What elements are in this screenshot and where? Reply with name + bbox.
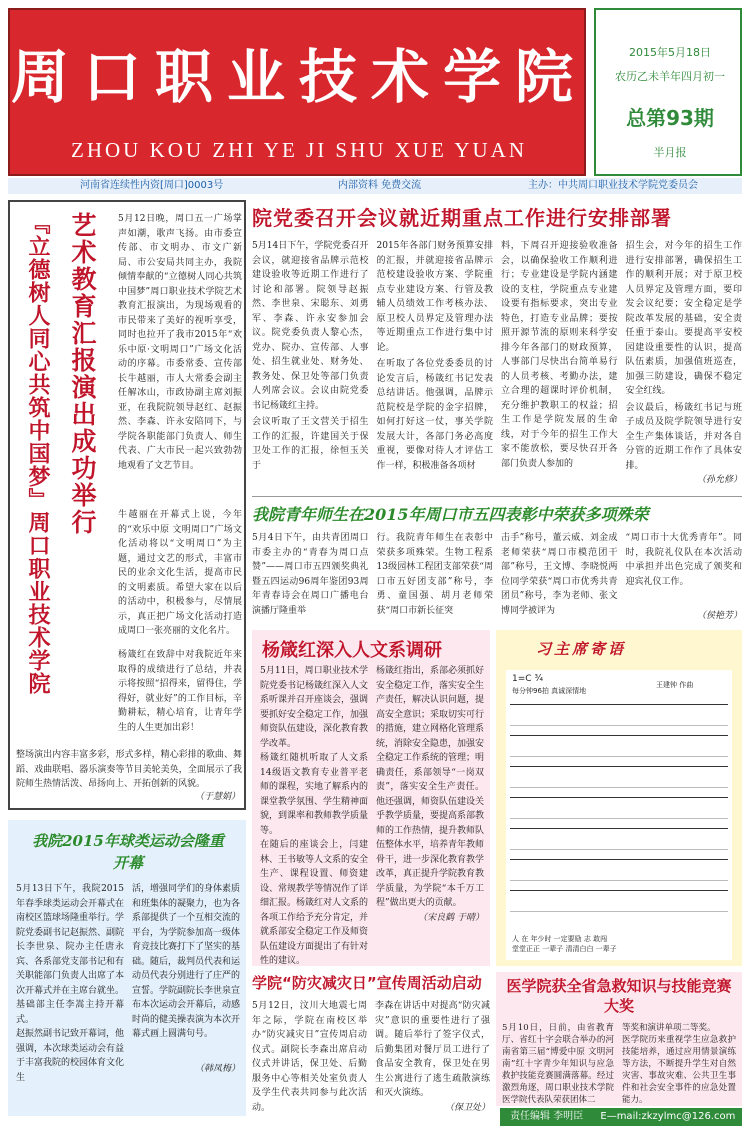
article-medical-col-2: 等奖和演讲单项二等奖。 <box>622 1023 716 1033</box>
article-meeting-col-2b: 在听取了各位党委委员的讨论发言后，杨箴红书记发表总结讲话。他强调，品牌示范院校是学院的金字招牌，如何打好这一仗，事关学院发展大计，各部门务必高度重视，要像对待人才评估工作一样，积极准备各项材 <box>376 359 493 471</box>
article-meeting-col-1b: 会议听取了王文营关于招生工作的汇报，许建国关于保卫处工作的汇报，徐恒玉关于 <box>252 417 369 471</box>
article-art-subheadline: 『立德树人同心共筑中国梦』周口职业技术学院 <box>25 212 50 695</box>
music-staff-line <box>510 828 728 850</box>
song-credit: 王建钟 作曲 <box>656 681 694 689</box>
article-sports-col-1: 5月13日下午，我院2015年春季球类运动会开幕式在南校区篮球场隆重举行。学院党委副书记赵振然、副院长李世泉、院办主任唐永宾、各系部党支部书记和有关职能部门负责人出席了本次开幕式并在主席台就坐。基础部主任李嵩主持开幕式。 <box>16 884 125 1025</box>
music-staff-line <box>510 890 728 912</box>
host-organization: 主办：中共周口职业技术学院党委员会 <box>528 180 698 191</box>
issue-lunar-date: 农历乙未羊年四月初一 <box>615 70 725 83</box>
masthead <box>8 8 586 176</box>
article-sports-col-1b: 赵振然副书记致开幕词，他强调，本次球类运动会有益于丰富我院的校园体育文化生 <box>16 1029 125 1083</box>
registration-number: 河南省连续性内资[周口]0003号 <box>80 180 224 191</box>
article-safety-col-1: 5月12日，汶川大地震七周年之际，学院在南校区举办“防灾减灾日”宣传周启动仪式。副院长李森出席启动仪式并讲话，保卫处、后勤服务中心等相关处室负责人及学生代表共同参与此次活动。 <box>252 1001 367 1113</box>
article-medical-award <box>496 972 742 1106</box>
section-divider <box>252 496 742 497</box>
article-meeting-col-2: 2015年各部门财务预算安排的汇报，并就迎接省品牌示范校建设验收方案、学院重点专业建设方案、行管及教辅人员绩效工作考核办法、原卫校人员界定及管理办法等近期重点工作进行集中讨论。 <box>376 241 493 353</box>
article-youth-headline: 我院青年师生在2015年周口市五四表彰中荣获多项殊荣 <box>252 505 649 524</box>
article-art-education <box>8 200 246 810</box>
article-sports-headline: 我院2015年球类运动会隆重开幕 <box>32 832 224 872</box>
article-meeting-col-4: 招生会，对今年的招生工作进行安排部署，确保招生工作的顺利开展；对于原卫校人员界定及管理方面，要印发会议纪要；安全稳定是学院改革发展的基础，安全责任重于泰山。要提高平安校园建设重要性的认识，提高队伍素质，加强值班巡查，加强三防建设，确保不稳定安全红线。 <box>625 241 742 396</box>
article-meeting-col-1: 5月14日下午，学院党委召开会议，就迎接省品牌示范校建设验收等近期工作进行了讨论和部署。院领导赵振然、李世泉、宋聪东、刘勇军、李森、许永安参加会议。院党委负责人黎心杰，党办、院办、宣传部、人事处、招生就业处、财务处、教务处、保卫处等部门负责人列席会议。会议由院党委书记杨箴红主持。 <box>252 241 369 411</box>
editor-email: E—mail:zkzylmc@126.com <box>600 1111 736 1122</box>
music-staff-line <box>510 735 728 757</box>
article-medical-col-2b: 医学院历来重视学生应急救护技能培养，通过应用情景演练等方法，不断提升学生对自然灾害、事故灾难、公共卫生事件和社会安全事件的应急处置能力。 <box>622 1035 736 1105</box>
article-medical-column-2 <box>622 1022 736 1106</box>
article-safety-byline: （保卫处） <box>444 1102 490 1113</box>
music-staff-line <box>510 859 728 881</box>
article-yang-col-1b: 杨箴红随机听取了人文系14级语文教育专业普平老师的课程，实地了解系内的课堂教学氛围、学生精神面貌，到课率和教师教学质量等。 <box>260 753 369 836</box>
article-yang-column-2 <box>376 664 484 925</box>
article-yang-headline: 杨箴红深入人文系调研 <box>262 640 442 661</box>
article-meeting-headline: 院党委召开会议就近期重点工作进行安排部署 <box>252 206 672 230</box>
masthead-title: 周口职业技术学院 <box>10 43 587 111</box>
article-safety-col-2: 李森在讲话中对提高“防灾减灾”意识的重要性进行了强调。随后举行了签字仪式，后勤集团对餐厅员工进行了食品安全教育，保卫处在男生公寓进行了逃生疏散演练和灭火演练。 <box>375 1001 490 1098</box>
music-staff-line <box>510 797 728 819</box>
song-score-box <box>496 630 742 966</box>
circulation-note: 内部资料 免费交流 <box>338 180 422 191</box>
article-meeting-col-4b: 会议最后，杨箴红书记与班子成员及院学院领导进行安全生产集体谈话，并对各自分管的近期工作作了具体安排。 <box>625 402 742 471</box>
song-tempo: 每分钟96拍 真诚深情地 <box>512 687 587 695</box>
article-medical-col-1: 5月10日，日前，由省教育厅、省红十字会联合举办的河南省第三届“博爱中原 文明河南”红十字青少年知识与应急救护技能竞赛圆满落幕。经过激烈角逐，周口职业技术学院医学院代表队荣获团体二 <box>502 1023 614 1105</box>
article-yang-col-1: 5月11日，周口职业技术学院党委书记杨箴红深入人文系听课并召开座谈会，强调要抓好安全稳定工作，加强师资队伍建设，深化教育教学改革。 <box>260 666 369 749</box>
article-youth-byline: （侯艳芳） <box>696 611 742 621</box>
article-party-meeting <box>252 202 742 488</box>
article-art-body-2: 牛越丽在开幕式上说，今年的“欢乐中原 文明周口”广场文化活动将以“文明周口”为主题，通过文艺的形式，丰富市民的业余文化生活，提高市民的文明素质。希望大家在以后的活动中，积极参与，尽情展示，真正把广场文化活动打造成周口一张亮丽的文化名片。 <box>118 510 242 636</box>
article-youth-col-3: 击手”称号，董云威、刘金成老师荣获“周口市模范团干部”称号，王文博、李晓悦两位同学荣获“周口市优秀共青团员”称号，李为老师、张文博同学被评为 <box>501 533 618 616</box>
song-sheet <box>506 670 732 960</box>
issue-frequency: 半月报 <box>653 146 687 159</box>
article-youth-awards <box>252 502 742 624</box>
article-art-headline: 艺术教育汇报演出成功举行 <box>68 212 97 536</box>
song-lyric-line-2: 堂堂正正 一辈子 清清白白 一辈子 <box>512 945 617 953</box>
music-staff-line <box>510 704 728 726</box>
article-disaster-week <box>252 972 490 1122</box>
article-meeting-col-3: 料，下周召开迎接验收准备会，以确保验收工作顺利进行；专业建设是学院内涵建设的支柱，学院重点专业建设要有指标要求，突出专业特色，打造专业品牌；要按照开源节流的原则来科学安排今年各部门的财政预算，人事部门尽快出台简单易行的人员考核、考勤办法，建立合理的超课时评价机制，充分维护教职工的权益；招生工作是学院发展的生命线，对于今年的招生工作大家不能放松，要尽快召开各部门负责人参加的 <box>501 241 618 469</box>
issue-info-box <box>594 8 742 176</box>
article-art-byline: （于慧娟） <box>194 792 240 802</box>
music-staff-line <box>510 766 728 788</box>
article-yang-byline: （宋良鹤 于晴） <box>418 912 484 923</box>
issue-number: 总第93期 <box>626 106 714 130</box>
music-notation <box>510 704 728 924</box>
editor-name: 责任编辑 李明臣 <box>510 1111 584 1122</box>
song-title: 习主席寄语 <box>536 640 627 658</box>
article-yang-column-1 <box>260 664 368 969</box>
article-yang-col-2: 杨箴红指出，系部必须抓好安全稳定工作，落实安全生产责任，解决认识问题，提高安全意识；采取切实可行的措施，建立网格化管理系统，消除安全隐患，加强安全稳定工作系统的管理；明确责任，系部领导“一岗双责”，落实安全生产责任。他还强调，师资队伍建设关乎教学质量，要提高系部教师的工作热情，提升教师队伍整体水平，培养青年教师骨干，进一步深化教育教学改革，真正提升学院教育教学质量，为学院“本千万工程”做出更大的贡献。 <box>376 666 485 908</box>
article-medical-column-1 <box>502 1022 614 1106</box>
song-key: 1=C ¾ <box>512 674 544 684</box>
article-art-body-3: 杨箴红在致辞中对我院近年来取得的成绩进行了总结，并表示将按照“招得来，留得住，学得好，就业好”的工作目标，辛勤耕耘，精心培育，让青年学生的人生更加出彩！ <box>118 650 242 733</box>
article-youth-col-1: 5月4日下午，由共青团周口市委主办的“青春为周口点赞”——周口市五四颁奖典礼暨五四运动96周年鉴团93周年青春诗会在周口广播电台演播厅隆重举 <box>252 533 369 616</box>
article-sports-column-1 <box>16 882 124 1085</box>
article-sports-meet <box>8 820 246 1116</box>
article-youth-col-4: “周口市十大优秀青年”。同时，我院礼仪队在本次活动中承担并出色完成了颁奖和迎宾礼仪工作。 <box>625 533 742 587</box>
article-yang-col-1c: 在随后的座谈会上，闫建林、王书敏等人文系的安全生产、课程设置、师资建设、常规教学等情况作了详细汇报。杨箴红对人文系的各项工作给予充分肯定，并就系部安全稳定工作及师资队伍建设方面提出了有针对性的建议。 <box>260 840 369 966</box>
article-meeting-byline: （孙允修） <box>696 475 742 485</box>
editor-footer <box>500 1108 742 1126</box>
article-art-body-4: 整场演出内容丰富多彩，形式多样，精心彩排的歌曲、舞蹈、戏曲联唱、器乐演奏等节目美轮美奂，全面展示了我院师生热情活泼、昂扬向上、开拓创新的风貌。 <box>16 750 242 789</box>
song-lyric-line-1: 人 在 年少时 一定要励 志 敢闯 <box>512 935 608 943</box>
article-medical-headline: 医学院获全省急救知识与技能竞赛大奖 <box>506 977 732 1015</box>
article-sports-column-2 <box>132 882 240 1076</box>
article-art-body-1: 5月12日晚，周口五一广场掌声如潮，歌声飞扬。由市委宣传部、市文明办、市文广新局、市公安局共同主办，我院倾情奉献的“立德树人同心共筑中国梦”周口职业技术学院艺术教育汇报演出，为现场观看的市民带来了美好的视听享受，同时也拉开了我市2015年“欢乐中原·文明周口”广场文化活动的序幕。市委常委、宣传部长牛越丽，市人大常委会副主任解冰山，市政协副主席刘振亚，在我院院领导赵红、赵振然、李森、许永安陪同下，与学院各职能部门负责人、师生代表、广大市民一起兴致勃勃地观看了文艺节目。 <box>118 214 242 471</box>
issue-date: 2015年5月18日 <box>629 46 711 59</box>
article-sports-byline: （韩凤梅） <box>194 1063 240 1074</box>
article-safety-headline: 学院“防灾减灾日”宣传周活动启动 <box>252 974 482 992</box>
article-sports-col-2: 活，增强同学们的身体素质和班集体的凝聚力，也为各系部提供了一个互相交流的平台，为学院参加高一级体育竞技比赛打下了坚实的基础。随后，裁判员代表和运动员代表分别进行了庄严的宣誓。学院副院长李世泉宣布本次运动会开幕后，动感时尚的健美操表演为本次开幕式画上圆满句号。 <box>132 884 241 1039</box>
article-yang-research <box>252 630 490 966</box>
info-bar <box>8 178 742 194</box>
masthead-pinyin: ZHOU KOU ZHI YE JI SHU XUE YUAN <box>71 138 527 162</box>
article-youth-col-2: 行。我院青年师生在表彰中荣获多项殊荣。生物工程系13级园林工程团支部荣获“周口市五好团支部”称号，李勇、童国强、胡月老师荣获“周口市新长征突 <box>376 533 493 616</box>
